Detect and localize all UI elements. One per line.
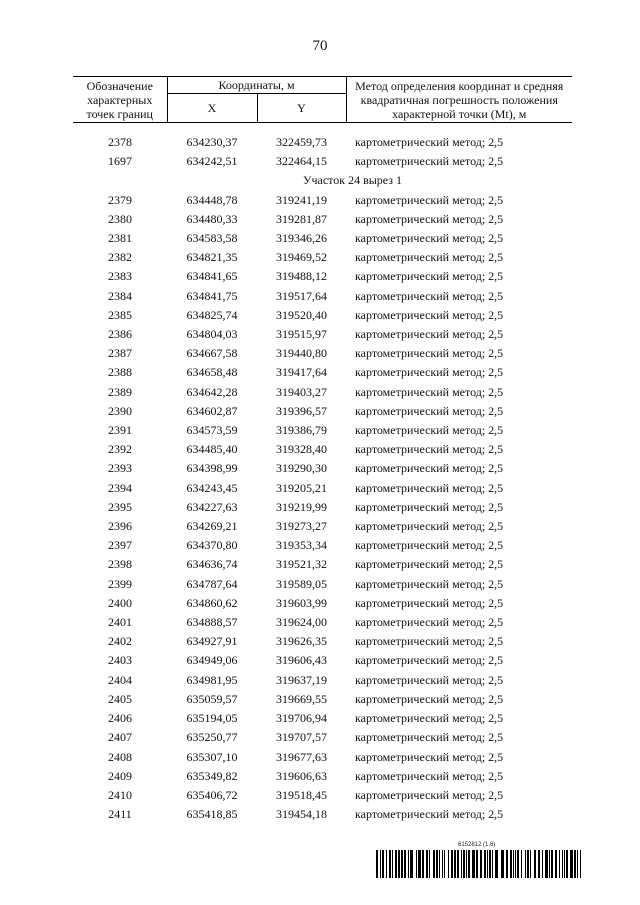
barcode-bar [525, 850, 526, 878]
barcode-bar [472, 850, 475, 878]
table-row [73, 728, 572, 747]
table-row [73, 267, 572, 286]
method-cell: картометрический метод; 2,5 [355, 384, 504, 399]
barcode-bar [410, 850, 413, 878]
barcode-bar [448, 850, 449, 878]
barcode-bar [555, 850, 557, 878]
point-cell: 2383 [108, 269, 132, 284]
barcode-bar [580, 850, 581, 878]
barcode-bar [426, 850, 428, 878]
x-header: X [167, 94, 257, 123]
x-cell: 634370,80 [186, 538, 238, 553]
point-cell: 2395 [108, 499, 132, 514]
barcode-bar [515, 850, 516, 878]
x-cell: 634602,87 [186, 403, 238, 418]
x-cell: 634242,51 [186, 154, 238, 169]
x-cell: 634821,35 [186, 250, 238, 265]
method-cell: картометрический метод; 2,5 [355, 346, 504, 361]
x-cell: 634927,91 [186, 634, 238, 649]
y-cell: 319521,32 [276, 557, 327, 572]
y-cell: 319626,35 [276, 634, 327, 649]
y-cell: 322464,15 [276, 154, 327, 169]
table-row [73, 287, 572, 306]
point-cell: 2405 [108, 691, 132, 706]
table-row [73, 632, 572, 651]
barcode-bar [444, 850, 445, 878]
x-cell: 634667,58 [186, 346, 238, 361]
barcode-bar [376, 850, 378, 878]
x-cell: 634860,62 [186, 595, 238, 610]
barcode-bar [476, 850, 478, 878]
point-cell: 2392 [108, 442, 132, 457]
method-cell: картометрический метод; 2,5 [355, 768, 504, 783]
method-cell: картометрический метод; 2,5 [355, 749, 504, 764]
barcode-bar [506, 850, 508, 878]
point-cell: 2387 [108, 346, 132, 361]
barcode-bar [401, 850, 403, 878]
barcode-bar [389, 850, 391, 878]
barcode-bar [468, 850, 470, 878]
table-row [73, 594, 572, 613]
barcode-bar [380, 850, 381, 878]
x-cell: 634642,28 [186, 384, 238, 399]
point-cell: 2402 [108, 634, 132, 649]
method-cell: картометрический метод; 2,5 [355, 135, 504, 149]
point-cell: 2411 [108, 807, 132, 822]
table-row [73, 651, 572, 670]
barcode-bar [566, 850, 568, 878]
table-row [73, 191, 572, 210]
table-row [73, 344, 572, 363]
barcode-bar [451, 850, 453, 878]
barcode-bar [454, 850, 456, 878]
x-cell: 634888,57 [186, 615, 238, 630]
y-cell: 319328,40 [276, 442, 327, 457]
point-cell: 2408 [108, 749, 132, 764]
x-cell: 634981,95 [186, 672, 238, 687]
barcode-bar [538, 850, 540, 878]
table-row [73, 248, 572, 267]
point-cell: 2401 [108, 615, 132, 630]
point-cell: 2386 [108, 327, 132, 342]
x-cell: 634636,74 [186, 557, 238, 572]
barcode-bar [574, 850, 576, 878]
method-cell: картометрический метод; 2,5 [355, 672, 504, 687]
y-cell: 319606,63 [276, 768, 327, 783]
method-cell: картометрический метод; 2,5 [355, 557, 504, 572]
x-cell: 634227,63 [186, 499, 238, 514]
barcode-bar [489, 850, 491, 878]
y-cell: 319706,94 [276, 711, 327, 726]
point-cell: 2388 [108, 365, 132, 380]
method-cell: картометрический метод; 2,5 [355, 519, 504, 534]
table-row [73, 479, 572, 498]
table-row [73, 805, 572, 824]
barcode-bar [562, 850, 563, 878]
point-cell: 1697 [108, 154, 132, 169]
y-cell: 319440,80 [276, 346, 327, 361]
y-cell: 319517,64 [276, 288, 327, 303]
method-cell: картометрический метод; 2,5 [355, 576, 504, 591]
x-cell: 634448,78 [186, 192, 238, 207]
y-cell: 319241,19 [276, 192, 327, 207]
point-cell: 2394 [108, 480, 132, 495]
method-header: Метод определения координат и средняя квадратичная погрешность положения характерной точки (Mt), м [346, 77, 572, 123]
method-cell: картометрический метод; 2,5 [355, 192, 504, 207]
point-cell: 2385 [108, 307, 132, 322]
barcode-bar [429, 850, 430, 878]
x-cell: 634573,59 [186, 423, 238, 438]
barcode-bar [564, 850, 565, 878]
table-row [73, 363, 572, 382]
point-cell: 2407 [108, 730, 132, 745]
table-row [73, 421, 572, 440]
barcode-bar [577, 850, 578, 878]
barcode-bar [439, 850, 440, 878]
table-body [73, 123, 572, 825]
barcode-bar [442, 850, 443, 878]
y-cell: 319518,45 [276, 787, 327, 802]
y-cell: 319606,43 [276, 653, 327, 668]
y-cell: 319669,55 [276, 691, 327, 706]
y-cell: 319346,26 [276, 231, 327, 246]
y-cell: 319707,57 [276, 730, 327, 745]
x-cell: 634825,74 [186, 307, 238, 322]
barcode-bar [551, 850, 553, 878]
table-row [73, 575, 572, 594]
x-cell: 635307,10 [186, 749, 238, 764]
point-cell: 2382 [108, 250, 132, 265]
barcode-bar [527, 850, 529, 878]
point-cell: 2398 [108, 557, 132, 572]
method-cell: картометрический метод; 2,5 [355, 231, 504, 246]
barcode-bar [382, 850, 384, 878]
method-cell: картометрический метод; 2,5 [355, 787, 504, 802]
y-cell: 319677,63 [276, 749, 327, 764]
point-cell: 2380 [108, 211, 132, 226]
barcode-bar [510, 850, 512, 878]
y-cell: 319281,87 [276, 211, 327, 226]
method-cell: картометрический метод; 2,5 [355, 288, 504, 303]
point-cell: 2390 [108, 403, 132, 418]
x-cell: 634243,45 [186, 480, 238, 495]
point-cell: 2400 [108, 595, 132, 610]
y-cell: 319469,52 [276, 250, 327, 265]
method-cell: картометрический метод; 2,5 [355, 538, 504, 553]
section-row [73, 171, 572, 190]
section-title: Участок 24 вырез 1 [302, 173, 403, 188]
x-cell: 635406,72 [186, 787, 238, 802]
method-cell: картометрический метод; 2,5 [355, 634, 504, 649]
x-cell: 634485,40 [186, 442, 238, 457]
barcode-bar [398, 850, 400, 878]
barcode-bar [513, 850, 514, 878]
point-cell: 2393 [108, 461, 132, 476]
table-row [73, 498, 572, 517]
barcode-caption: 6152812 (1.6) [458, 842, 496, 848]
barcode-bar [545, 850, 548, 878]
barcode-bar [570, 850, 573, 878]
table-row [73, 133, 572, 152]
x-cell: 634398,99 [186, 461, 238, 476]
barcode-bar [461, 850, 462, 878]
point-cell: 2409 [108, 768, 132, 783]
method-cell: картометрический метод; 2,5 [355, 615, 504, 630]
point-cell: 2397 [108, 538, 132, 553]
y-cell: 319488,12 [276, 269, 327, 284]
table-row [73, 152, 572, 171]
barcode-bar [480, 850, 482, 878]
y-cell: 319520,40 [276, 307, 327, 322]
point-cell: 2379 [108, 192, 132, 207]
y-cell: 319637,19 [276, 672, 327, 687]
method-cell: картометрический метод; 2,5 [355, 423, 504, 438]
barcode-bar [436, 850, 438, 878]
barcode-bar [534, 850, 536, 878]
point-label-header: Обозначение характерных точек границ [73, 77, 167, 123]
coordinates-header: Координаты, м [167, 77, 346, 94]
y-cell: 319290,30 [276, 461, 327, 476]
x-cell: 634787,64 [186, 576, 238, 591]
y-cell: 319219,99 [276, 499, 327, 514]
table-row [73, 210, 572, 229]
barcode-bar [386, 850, 387, 878]
y-cell: 319386,79 [276, 423, 327, 438]
point-cell: 2403 [108, 653, 132, 668]
point-cell: 2384 [108, 288, 132, 303]
table-row [73, 325, 572, 344]
table-row [73, 383, 572, 402]
x-cell: 634804,03 [186, 327, 238, 342]
table-row [73, 613, 572, 632]
barcode-bar [408, 850, 409, 878]
x-cell: 634841,75 [186, 288, 238, 303]
barcode-bar [484, 850, 486, 878]
method-cell: картометрический метод; 2,5 [355, 480, 504, 495]
table-row [73, 229, 572, 248]
y-cell: 319603,99 [276, 595, 327, 610]
barcode-bar [422, 850, 424, 878]
method-cell: картометрический метод; 2,5 [355, 461, 504, 476]
table-row [73, 402, 572, 421]
barcode-bar [463, 850, 465, 878]
table-row [73, 748, 572, 767]
method-cell: картометрический метод; 2,5 [355, 154, 504, 169]
method-cell: картометрический метод; 2,5 [355, 653, 504, 668]
method-cell: картометрический метод; 2,5 [355, 711, 504, 726]
barcode-bar [395, 850, 397, 878]
method-cell: картометрический метод; 2,5 [355, 499, 504, 514]
method-cell: картометрический метод; 2,5 [355, 691, 504, 706]
y-cell: 322459,73 [276, 135, 327, 149]
barcode-bars [376, 850, 584, 878]
barcode-bar [418, 850, 421, 878]
y-cell: 319396,57 [276, 403, 327, 418]
point-cell: 2406 [108, 711, 132, 726]
table-row [73, 517, 572, 536]
method-cell: картометрический метод; 2,5 [355, 269, 504, 284]
x-cell: 635194,05 [186, 711, 238, 726]
point-cell: 2389 [108, 384, 132, 399]
x-cell: 634949,06 [186, 653, 238, 668]
y-cell: 319273,27 [276, 519, 327, 534]
barcode-bar [549, 850, 550, 878]
y-header: Y [257, 94, 346, 123]
barcode-bar [517, 850, 519, 878]
table-row [73, 440, 572, 459]
y-cell: 319205,21 [276, 480, 327, 495]
table-row [73, 306, 572, 325]
x-cell: 634841,65 [186, 269, 238, 284]
method-cell: картометрический метод; 2,5 [355, 807, 504, 822]
table-row [73, 555, 572, 574]
table-row [73, 767, 572, 786]
x-cell: 635418,85 [186, 807, 238, 822]
barcode [376, 842, 584, 878]
table-row [73, 536, 572, 555]
barcode-bar [433, 850, 435, 878]
x-cell: 635349,82 [186, 768, 238, 783]
x-cell: 635059,57 [186, 691, 238, 706]
x-cell: 634658,48 [186, 365, 238, 380]
method-cell: картометрический метод; 2,5 [355, 730, 504, 745]
y-cell: 319403,27 [276, 384, 327, 399]
barcode-bar [542, 850, 543, 878]
barcode-bar [495, 850, 498, 878]
method-cell: картометрический метод; 2,5 [355, 327, 504, 342]
x-cell: 634480,33 [186, 211, 238, 226]
x-cell: 635250,77 [186, 730, 238, 745]
table-row [73, 709, 572, 728]
y-cell: 319353,34 [276, 538, 327, 553]
point-cell: 2391 [108, 423, 132, 438]
point-cell: 2404 [108, 672, 132, 687]
barcode-bar [404, 850, 406, 878]
table-row [73, 786, 572, 805]
method-cell: картометрический метод; 2,5 [355, 211, 504, 226]
table-row [73, 459, 572, 478]
barcode-bar [492, 850, 493, 878]
point-cell: 2410 [108, 787, 132, 802]
x-cell: 634583,58 [186, 231, 238, 246]
table-row [73, 671, 572, 690]
y-cell: 319454,18 [276, 807, 327, 822]
coordinates-table [73, 76, 572, 824]
barcode-bar [530, 850, 531, 878]
barcode-bar [487, 850, 488, 878]
point-cell: 2399 [108, 576, 132, 591]
x-cell: 634230,37 [186, 135, 238, 149]
barcode-bar [466, 850, 467, 878]
method-cell: картометрический метод; 2,5 [355, 442, 504, 457]
y-cell: 319589,05 [276, 576, 327, 591]
barcode-bar [416, 850, 417, 878]
method-cell: картометрический метод; 2,5 [355, 250, 504, 265]
barcode-bar [392, 850, 393, 878]
method-cell: картометрический метод; 2,5 [355, 403, 504, 418]
barcode-bar [457, 850, 459, 878]
y-cell: 319515,97 [276, 327, 327, 342]
point-cell: 2381 [108, 231, 132, 246]
method-cell: картометрический метод; 2,5 [355, 307, 504, 322]
point-cell: 2396 [108, 519, 132, 534]
y-cell: 319624,00 [276, 615, 327, 630]
method-cell: картометрический метод; 2,5 [355, 365, 504, 380]
barcode-bar [559, 850, 560, 878]
x-cell: 634269,21 [186, 519, 238, 534]
table-row [73, 690, 572, 709]
barcode-bar [501, 850, 504, 878]
point-cell: 2378 [108, 135, 132, 149]
method-cell: картометрический метод; 2,5 [355, 595, 504, 610]
y-cell: 319417,64 [276, 365, 327, 380]
barcode-bar [521, 850, 522, 878]
page-number: 70 [312, 38, 328, 54]
